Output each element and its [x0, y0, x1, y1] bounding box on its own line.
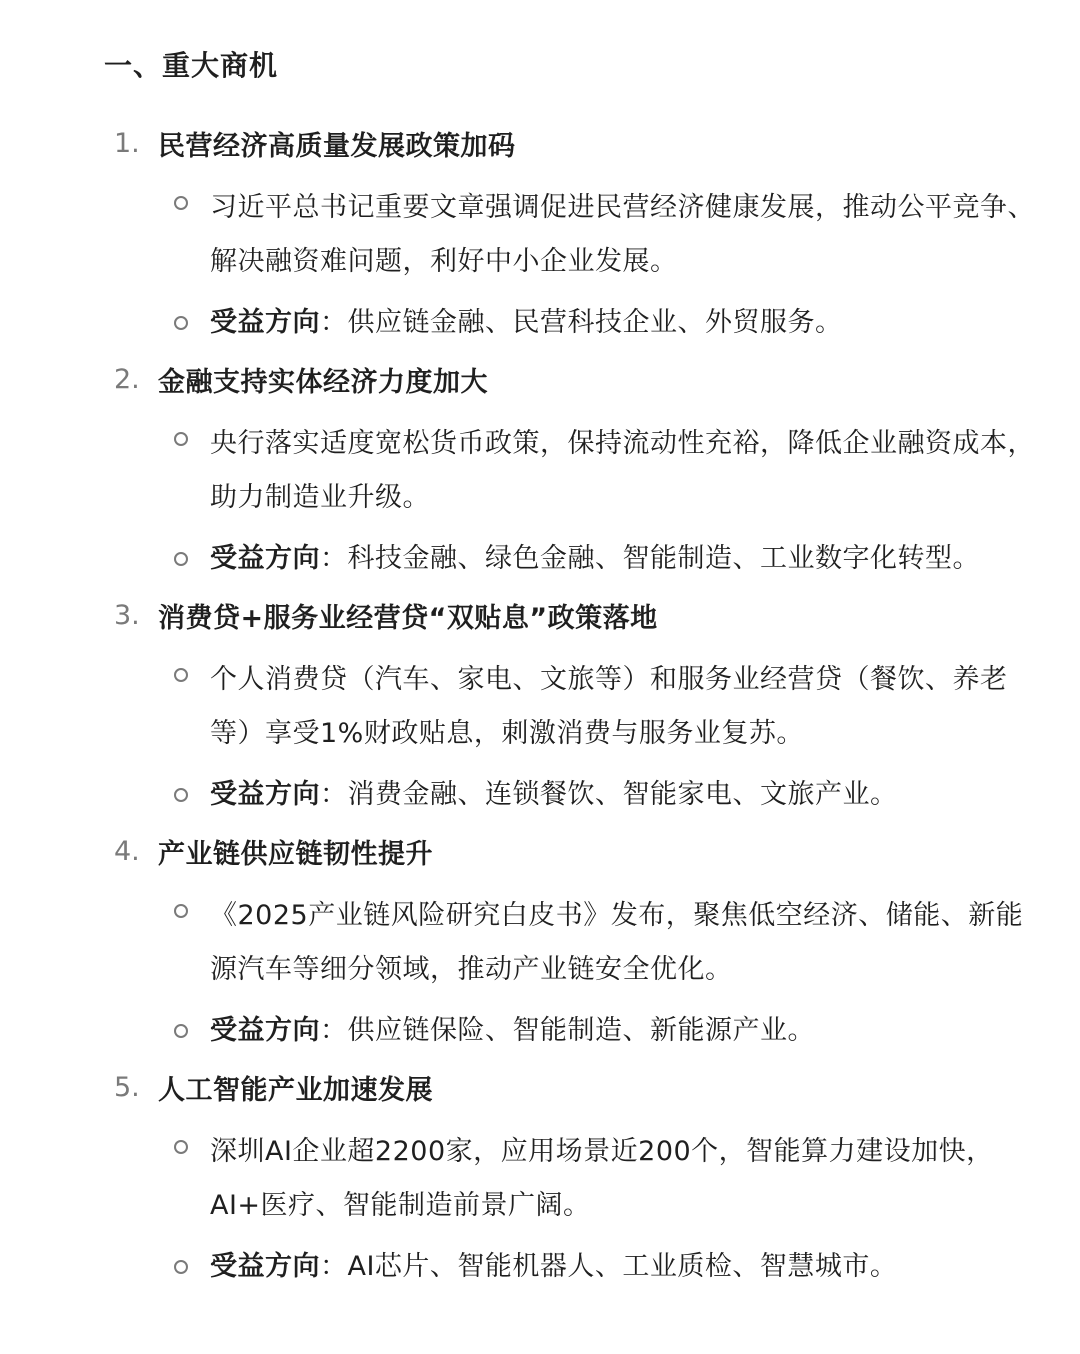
- item-number: 2.: [114, 363, 140, 395]
- item-heading: [104, 357, 1040, 401]
- detail-text: 个人消费贷（汽车、家电、文旅等）和服务业经营贷（餐饮、养老等）享受1%财政贴息，刺激消费与服务业复苏。: [210, 664, 1008, 749]
- item-heading: [104, 121, 1040, 165]
- hollow-circle-bullet-icon: [174, 1024, 188, 1038]
- bullet-detail: [104, 417, 1040, 525]
- benefit-text: [210, 537, 1040, 581]
- benefit-value: ：供应链保险、智能制造、新能源产业。: [320, 1015, 815, 1046]
- bullet-list: [104, 1125, 1040, 1289]
- hollow-circle-bullet-icon: [174, 1140, 188, 1154]
- hollow-circle-bullet-icon: [174, 196, 188, 210]
- benefit-text: [210, 301, 1040, 345]
- benefit-label: 受益方向: [210, 779, 320, 810]
- benefit-value: ：供应链金融、民营科技企业、外贸服务。: [320, 307, 843, 338]
- hollow-circle-bullet-icon: [174, 668, 188, 682]
- benefit-label: 受益方向: [210, 1251, 320, 1282]
- item-number: 1.: [114, 127, 140, 159]
- list-item: [104, 829, 1040, 1053]
- section-title: 一、重大商机: [104, 49, 279, 82]
- bullet-list: [104, 889, 1040, 1053]
- benefit-text: [210, 1009, 1040, 1053]
- hollow-circle-bullet-icon: [174, 788, 188, 802]
- detail-text: 深圳AI企业超2200家，应用场景近200个，智能算力建设加快，AI+医疗、智能制造前景广阔。: [210, 1136, 994, 1221]
- bullet-list: [104, 653, 1040, 817]
- item-heading: [104, 829, 1040, 873]
- item-number: 4.: [114, 835, 140, 867]
- hollow-circle-bullet-icon: [174, 432, 188, 446]
- bullet-detail: [104, 1125, 1040, 1233]
- bullet-detail: [104, 653, 1040, 761]
- benefit-label: 受益方向: [210, 307, 320, 338]
- benefit-label: 受益方向: [210, 1015, 320, 1046]
- detail-text: 央行落实适度宽松货币政策，保持流动性充裕，降低企业融资成本，助力制造业升级。: [210, 428, 1035, 513]
- benefit-label: 受益方向: [210, 543, 320, 574]
- bullet-list: [104, 417, 1040, 581]
- item-heading: [104, 1065, 1040, 1109]
- list-item: [104, 1065, 1040, 1289]
- list-item: [104, 121, 1040, 345]
- benefit-text: [210, 773, 1040, 817]
- item-heading: [104, 593, 1040, 637]
- hollow-circle-bullet-icon: [174, 316, 188, 330]
- bullet-detail: [104, 889, 1040, 997]
- bullet-list: [104, 181, 1040, 345]
- benefit-value: ：科技金融、绿色金融、智能制造、工业数字化转型。: [320, 543, 980, 574]
- hollow-circle-bullet-icon: [174, 904, 188, 918]
- item-title: 人工智能产业加速发展: [158, 1074, 433, 1106]
- bullet-benefit: [104, 301, 1040, 345]
- detail-text: 《2025产业链风险研究白皮书》发布，聚焦低空经济、储能、新能源汽车等细分领域，推动产业链安全优化。: [210, 900, 1024, 985]
- bullet-benefit: [104, 1009, 1040, 1053]
- hollow-circle-bullet-icon: [174, 1260, 188, 1274]
- detail-text: 习近平总书记重要文章强调促进民营经济健康发展，推动公平竞争、解决融资难问题，利好中小企业发展。: [210, 192, 1035, 277]
- item-title: 产业链供应链韧性提升: [158, 838, 433, 870]
- list-item: [104, 357, 1040, 581]
- item-title: 金融支持实体经济力度加大: [158, 366, 488, 398]
- list-item: [104, 593, 1040, 817]
- benefit-value: ：消费金融、连锁餐饮、智能家电、文旅产业。: [320, 779, 898, 810]
- bullet-benefit: [104, 1245, 1040, 1289]
- item-number: 3.: [114, 599, 140, 631]
- item-title: 消费贷+服务业经营贷“双贴息”政策落地: [158, 602, 658, 634]
- bullet-detail: [104, 181, 1040, 289]
- benefit-value: ：AI芯片、智能机器人、工业质检、智慧城市。: [320, 1251, 898, 1282]
- item-number: 5.: [114, 1071, 140, 1103]
- hollow-circle-bullet-icon: [174, 552, 188, 566]
- bullet-benefit: [104, 773, 1040, 817]
- benefit-text: [210, 1245, 1040, 1289]
- item-title: 民营经济高质量发展政策加码: [158, 130, 516, 162]
- bullet-benefit: [104, 537, 1040, 581]
